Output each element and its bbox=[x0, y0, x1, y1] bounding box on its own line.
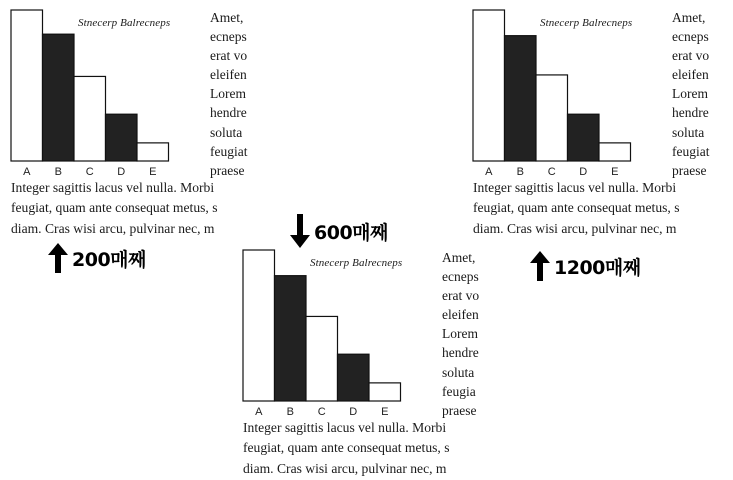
side-text-column bbox=[210, 8, 270, 180]
body-text-line: Integer sagittis lacus vel nulla. Morbi bbox=[243, 420, 447, 435]
chart-caption: Stnecerp Balrecneps bbox=[310, 257, 403, 269]
body-text-line: diam. Cras wisi arcu, pulvinar nec, m bbox=[243, 460, 447, 476]
bar-c bbox=[536, 75, 568, 161]
side-text-line: praese bbox=[442, 402, 477, 418]
category-label: D bbox=[117, 166, 126, 178]
bar-b bbox=[275, 276, 307, 401]
bar-chart bbox=[10, 6, 210, 181]
side-text-line: Lorem bbox=[210, 86, 246, 102]
body-text-line: feugiat, quam ante consequat metus, s bbox=[11, 200, 218, 216]
category-label: D bbox=[579, 166, 588, 178]
bar-b bbox=[505, 36, 537, 161]
side-text-line: hendre bbox=[672, 105, 709, 121]
side-text-line: Lorem bbox=[672, 86, 708, 102]
body-text-line: feugiat, quam ante consequat metus, s bbox=[243, 440, 450, 456]
bar-e bbox=[369, 383, 401, 401]
category-label: C bbox=[317, 406, 326, 418]
annotation-1200 bbox=[530, 251, 641, 281]
chart-caption: Stnecerp Balrecneps bbox=[78, 17, 171, 29]
bar-chart bbox=[472, 6, 672, 181]
annotation-600 bbox=[290, 214, 388, 248]
category-label: E bbox=[381, 406, 389, 418]
side-text-line: ecneps bbox=[672, 29, 709, 45]
arrow-up-icon bbox=[48, 243, 68, 273]
side-text-line: hendre bbox=[442, 345, 479, 361]
bar-d bbox=[338, 354, 370, 401]
side-text-line: soluta bbox=[442, 364, 475, 380]
side-text-line: hendre bbox=[210, 105, 247, 121]
side-text-line: ecneps bbox=[442, 269, 479, 285]
bar-chart bbox=[242, 246, 442, 421]
bar-d bbox=[568, 114, 600, 161]
bar-chart-svg bbox=[242, 246, 442, 421]
body-text-line: diam. Cras wisi arcu, pulvinar nec, m bbox=[473, 220, 677, 236]
side-text-line: soluta bbox=[672, 124, 705, 140]
side-text-column bbox=[442, 248, 502, 420]
annotation-label: 200매째 bbox=[72, 248, 146, 271]
annotation-label: 1200매째 bbox=[554, 256, 641, 279]
side-text-line: praese bbox=[672, 162, 707, 178]
body-text-line: feugiat, quam ante consequat metus, s bbox=[473, 200, 680, 216]
bar-a bbox=[243, 250, 275, 401]
bar-chart-svg bbox=[472, 6, 672, 181]
bar-e bbox=[137, 143, 169, 161]
side-text-line: praese bbox=[210, 162, 245, 178]
category-label: E bbox=[611, 166, 619, 178]
category-label: B bbox=[54, 166, 62, 178]
side-text-line: Amet, bbox=[442, 250, 476, 265]
side-text-line: erat vo bbox=[672, 48, 710, 64]
body-text-line: Integer sagittis lacus vel nulla. Morbi bbox=[473, 180, 677, 195]
bar-chart-svg bbox=[10, 6, 210, 181]
print-sample-panel-3 bbox=[472, 6, 720, 236]
bar-e bbox=[599, 143, 631, 161]
category-label: A bbox=[255, 406, 263, 418]
category-label: A bbox=[23, 166, 31, 178]
print-sample-panel-1 bbox=[10, 6, 260, 236]
bar-a bbox=[11, 10, 43, 161]
side-text-line: eleifen bbox=[442, 307, 479, 323]
print-sample-panel-2 bbox=[242, 246, 492, 476]
bar-c bbox=[306, 316, 338, 401]
arrow-up-icon bbox=[530, 251, 550, 281]
body-text bbox=[473, 178, 733, 239]
side-text-line: feugiat bbox=[210, 143, 248, 159]
annotation-label: 600매째 bbox=[314, 221, 388, 244]
category-label: A bbox=[485, 166, 493, 178]
annotation-200 bbox=[48, 243, 146, 273]
side-text-line: eleifen bbox=[672, 67, 709, 83]
category-label: D bbox=[349, 406, 358, 418]
side-text-line: Amet, bbox=[210, 10, 244, 25]
side-text-line: erat vo bbox=[210, 48, 248, 64]
side-text-line: Lorem bbox=[442, 326, 478, 342]
side-text-line: feugia bbox=[442, 383, 476, 399]
body-text-line: diam. Cras wisi arcu, pulvinar nec, m bbox=[11, 220, 215, 236]
bar-d bbox=[106, 114, 138, 161]
arrow-down-icon bbox=[290, 214, 310, 248]
category-label: B bbox=[516, 166, 524, 178]
side-text-line: feugiat bbox=[672, 143, 710, 159]
body-text bbox=[243, 418, 503, 479]
body-text bbox=[11, 178, 271, 239]
side-text-line: Amet, bbox=[672, 10, 706, 25]
category-label: E bbox=[149, 166, 157, 178]
body-text-line: Integer sagittis lacus vel nulla. Morbi bbox=[11, 180, 215, 195]
bar-b bbox=[43, 34, 75, 161]
bar-c bbox=[74, 76, 106, 161]
side-text-line: eleifen bbox=[210, 67, 247, 83]
category-label: C bbox=[85, 166, 94, 178]
category-label: B bbox=[286, 406, 294, 418]
side-text-line: soluta bbox=[210, 124, 243, 140]
chart-caption: Stnecerp Balrecneps bbox=[540, 17, 633, 29]
side-text-column bbox=[672, 8, 732, 180]
side-text-line: ecneps bbox=[210, 29, 247, 45]
side-text-line: erat vo bbox=[442, 288, 480, 304]
bar-a bbox=[473, 10, 505, 161]
category-label: C bbox=[547, 166, 556, 178]
